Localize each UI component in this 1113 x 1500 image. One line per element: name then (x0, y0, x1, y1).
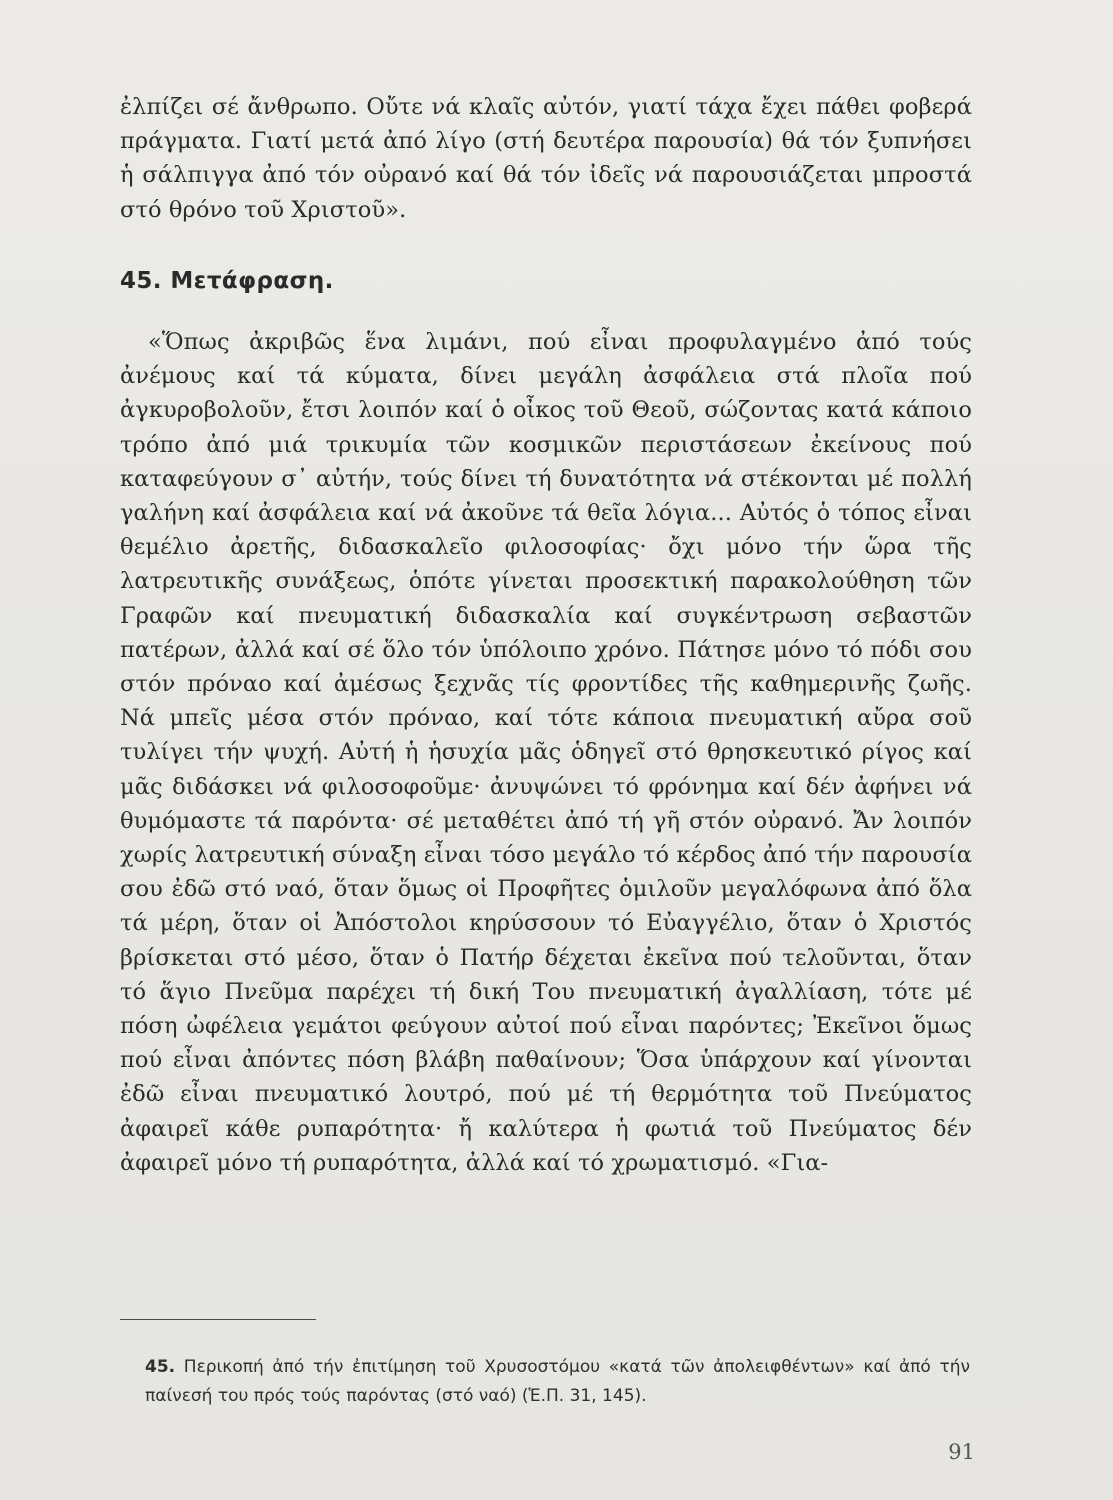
footnote-separator (120, 1319, 316, 1320)
footnote-number: 45. (145, 1357, 176, 1377)
page-number: 91 (948, 1440, 975, 1464)
section-body (120, 325, 972, 1180)
section-heading: 45. Μετάφραση. (120, 268, 334, 294)
paragraph-continuation (120, 90, 972, 227)
footnote-text: Περικοπή ἀπό τήν ἐπιτίμηση τοῦ Χρυσοστόμου «κατά τῶν ἀπολειφθέντων» καί ἀπό τήν παίνεσή του πρός τούς παρόντας (στό ναό) (Ἑ.Π. 31, 145). (145, 1357, 970, 1406)
paragraph-continuation-text: ἐλπίζει σέ ἄνθρωπο. Οὔτε νά κλαῖς αὐτόν, γιατί τάχα ἔχει πάθει φοβερά πράγματα. Γιατί μετά ἀπό λίγο (στή δευτέρα παρουσία) θά τόν ξυπνήσει ἡ σάλπιγγα ἀπό τόν οὐρανό καί θά τόν ἰδεῖς νά παρουσιάζεται μπροστά στό θρόνο τοῦ Χριστοῦ». (120, 94, 972, 223)
section-body-text: «Ὅπως ἀκριβῶς ἕνα λιμάνι, πού εἶναι προφυλαγμένο ἀπό τούς ἀνέμους καί τά κύματα, δίνει μεγάλη ἀσφάλεια στά πλοῖα πού ἀγκυροβολοῦν, ἔτσι λοιπόν καί ὁ οἶκος τοῦ Θεοῦ, σώζοντας κατά κάποιο τρόπο ἀπό μιά τρικυμία τῶν κοσμικῶν περιστάσεων ἐκείνους πού καταφεύγουν σ᾽ αὐτήν, τούς δίνει τή δυνατότητα νά στέκονται μέ πολλή γαλήνη καί ἀσφάλεια καί νά ἀκοῦνε τά θεῖα λόγια... Αὐτός ὁ τόπος εἶναι θεμέλιο ἀρετῆς, διδασκαλεῖο φιλοσοφίας· ὄχι μόνο τήν ὥρα τῆς λατρευτικῆς συνάξεως, ὁπότε γίνεται προσεκτική παρακολούθηση τῶν Γραφῶν καί πνευματική διδασκαλία καί συγκέντρωση σεβαστῶν πατέρων, ἀλλά καί σέ ὅλο τόν ὑπόλοιπο χρόνο. Πάτησε μόνο τό πόδι σου στόν πρόναο καί ἀμέσως ξεχνᾶς τίς φροντίδες τῆς καθημερινῆς ζωῆς. Νά μπεῖς μέσα στόν πρόναο, καί τότε κάποια πνευματική αὔρα σοῦ τυλίγει τήν ψυχή. Αὐτή ἡ ἡσυχία μᾶς ὁδηγεῖ στό θρησκευτικό ρίγος καί μᾶς διδάσκει νά φιλοσοφοῦμε· ἀνυψώνει τό φρόνημα καί δέν ἀφήνει νά θυμόμαστε τά παρόντα· σέ μεταθέτει ἀπό τή γῆ στόν οὐρανό. Ἄν λοιπόν χωρίς λατρευτική σύναξη εἶναι τόσο μεγάλο τό κέρδος ἀπό τήν παρουσία σου ἐδῶ στό ναό, ὅταν ὅμως οἱ Προφῆτες ὁμιλοῦν μεγαλόφωνα ἀπό ὅλα τά μέρη, ὅταν οἱ Ἀπόστολοι κηρύσσουν τό Εὐαγγέλιο, ὅταν ὁ Χριστός βρίσκεται στό μέσο, ὅταν ὁ Πατήρ δέχεται ἐκεῖνα πού τελοῦνται, ὅταν τό ἅγιο Πνεῦμα παρέχει τή δική Του πνευματική ἀγαλλίαση, τότε μέ πόση ὠφέλεια γεμάτοι φεύγουν αὐτοί πού εἶναι παρόντες; Ἐκεῖνοι ὅμως πού εἶναι ἀπόντες πόση βλάβη παθαίνουν; Ὅσα ὑπάρχουν καί γίνονται ἐδῶ εἶναι πνευματικό λουτρό, πού μέ τή θερμότητα τοῦ Πνεύματος ἀφαιρεῖ κάθε ρυπαρότητα· ἤ καλύτερα ἡ φωτιά τοῦ Πνεύματος δέν ἀφαιρεῖ μόνο τή ρυπαρότητα, ἀλλά καί τό χρωματισμό. «Για- (120, 329, 972, 1176)
footnote (145, 1353, 970, 1411)
